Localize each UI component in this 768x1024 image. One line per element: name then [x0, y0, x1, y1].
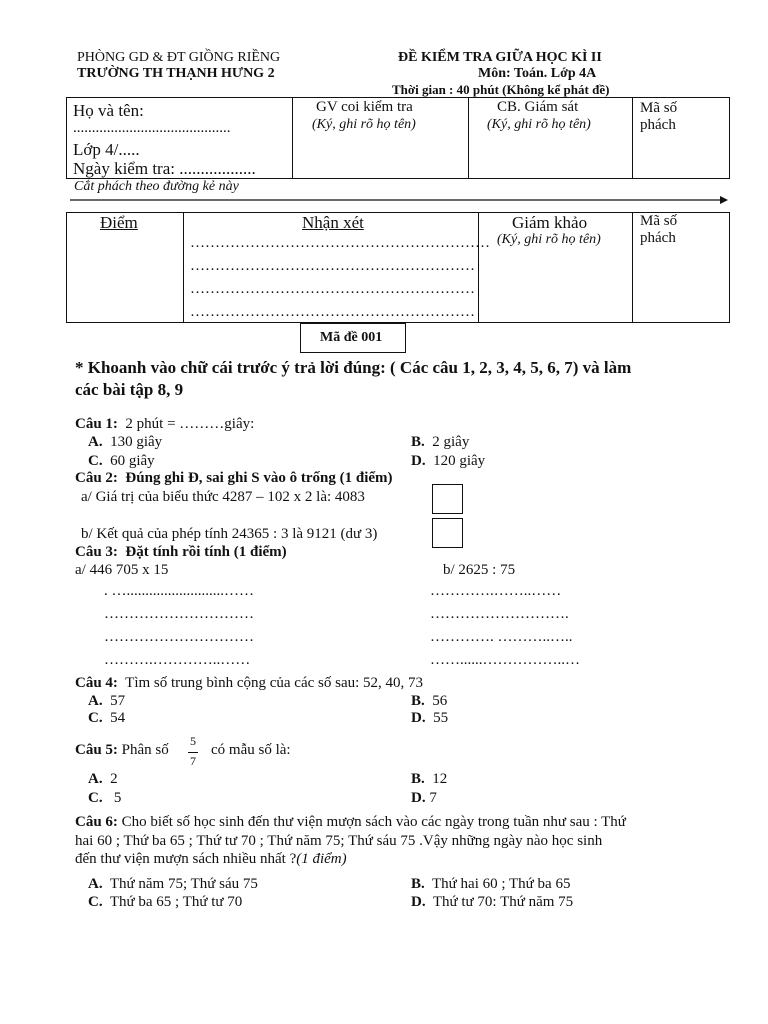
proctor-label: GV coi kiểm tra [316, 99, 413, 115]
question-4 [75, 675, 423, 692]
question-label: Câu 4: [75, 675, 118, 691]
student-name-field[interactable]: .......................................... [73, 120, 231, 136]
option-d[interactable]: D. 120 giây [411, 453, 486, 469]
work-line[interactable]: ………………………. [430, 606, 569, 622]
option-a[interactable]: A. 2 [88, 771, 118, 787]
examiner-note: (Ký, ghi rõ họ tên) [497, 232, 601, 247]
option-d[interactable]: D. Thứ tư 70: Thứ năm 75 [411, 894, 574, 910]
cut-line-arrow [70, 194, 730, 206]
question-text: Phân số [121, 742, 169, 758]
question-label: Câu 2: [75, 470, 118, 486]
question-label: Câu 5: [75, 742, 118, 758]
option-b[interactable]: B. 12 [411, 771, 448, 787]
option-a[interactable]: A. 57 [88, 693, 126, 709]
school-name: TRƯỜNG TH THẠNH HƯNG 2 [77, 66, 275, 81]
question-text: hai 60 ; Thứ ba 65 ; Thứ tư 70 ; Thứ năm 75; Thứ sáu 75 .Vậy những ngày nào học sinh [75, 833, 603, 849]
points-note: (1 điểm) [296, 851, 347, 867]
option-c[interactable]: C. 54 [88, 710, 126, 726]
option-a[interactable]: A. Thứ năm 75; Thứ sáu 75 [88, 876, 258, 892]
work-line[interactable]: ……......……………..… [430, 652, 580, 668]
code-label: phách [640, 230, 676, 246]
code-label: Mã số [640, 100, 678, 116]
option-b[interactable]: B. 56 [411, 693, 448, 709]
option-b[interactable]: B. Thứ hai 60 ; Thứ ba 65 [411, 876, 571, 892]
question-6 [75, 814, 626, 831]
code-label: Mã số [640, 213, 678, 229]
cut-line-note: Cắt phách theo đường kẻ này [74, 179, 239, 194]
exam-code: Mã đề 001 [320, 330, 383, 345]
option-d[interactable]: D. 7 [411, 790, 437, 806]
calc-a: a/ 446 705 x 15 [75, 562, 169, 578]
supervisor-label: CB. Giám sát [497, 99, 579, 115]
divider [632, 97, 633, 179]
divider [478, 212, 479, 323]
comment-label: Nhận xét [302, 213, 364, 232]
question-5 [75, 742, 169, 759]
exam-time: Thời gian : 40 phút (Không kể phát đề) [392, 82, 610, 97]
work-line[interactable]: . …..........................…… [104, 583, 254, 599]
department-name: PHÒNG GD & ĐT GIỒNG RIỀNG [77, 50, 281, 65]
fraction-bar [188, 752, 198, 753]
work-line[interactable]: …………. ………..….. [430, 629, 573, 645]
question-text: Đúng ghi Đ, sai ghi S vào ô trống (1 điểm) [125, 470, 393, 486]
proctor-note: (Ký, ghi rõ họ tên) [312, 117, 416, 132]
work-line[interactable]: ……….…………..…… [104, 652, 251, 668]
class-field[interactable]: Lớp 4/..... [73, 140, 140, 159]
question-text-line: đến thư viện mượn sách nhiều nhất ?(1 điểm) [75, 851, 347, 867]
examiner-label: Giám khảo [512, 213, 588, 232]
exam-title: ĐỀ KIỂM TRA GIỮA HỌC KÌ II [398, 50, 602, 65]
exam-date-field[interactable]: Ngày kiểm tra: .................. [73, 159, 256, 178]
question-3 [75, 544, 287, 561]
question-text: Đặt tính rồi tính (1 điểm) [125, 544, 287, 560]
work-line[interactable]: ………………………… [104, 606, 254, 622]
question-1 [75, 416, 254, 433]
supervisor-note: (Ký, ghi rõ họ tên) [487, 117, 591, 132]
divider [468, 97, 469, 179]
option-d[interactable]: D. 55 [411, 710, 449, 726]
question-text: có mẫu số là: [211, 742, 291, 758]
question-label: Câu 3: [75, 544, 118, 560]
question-2 [75, 470, 393, 487]
instruction-line: các bài tập 8, 9 [75, 380, 184, 399]
divider [292, 97, 293, 179]
option-b[interactable]: B. 2 giây [411, 434, 470, 450]
instruction-line: * Khoanh vào chữ cái trước ý trả lời đúng: ( Các câu 1, 2, 3, 4, 5, 6, 7) và làm [75, 358, 632, 377]
statement-a: a/ Giá trị của biểu thức 4287 – 102 x 2 là: 4083 [81, 489, 365, 505]
exam-subject: Môn: Toán. Lớp 4A [478, 66, 597, 81]
fraction-numerator: 5 [190, 734, 196, 748]
comment-line[interactable]: ………………………………………………… [190, 258, 475, 274]
work-line[interactable]: ………….……..…… [430, 583, 562, 599]
answer-box-a[interactable] [432, 484, 463, 514]
work-line[interactable]: ………………………… [104, 629, 254, 645]
option-c[interactable]: C. 5 [88, 790, 122, 806]
option-c[interactable]: C. 60 giây [88, 453, 155, 469]
question-text: Cho biết số học sinh đến thư viện mượn sách vào các ngày trong tuần như sau : Thứ [121, 814, 626, 830]
comment-line[interactable]: ………………………………………………… [190, 281, 475, 297]
question-label: Câu 6: [75, 814, 118, 830]
calc-b: b/ 2625 : 75 [443, 562, 516, 578]
comment-line[interactable]: ………………………………………………… [190, 304, 475, 320]
score-label: Điểm [100, 213, 138, 232]
statement-b: b/ Kết quả của phép tính 24365 : 3 là 9121 (dư 3) [81, 526, 378, 542]
question-label: Câu 1: [75, 416, 118, 432]
divider [183, 212, 184, 323]
option-a[interactable]: A. 130 giây [88, 434, 163, 450]
code-label: phách [640, 117, 676, 133]
student-name-label: Họ và tên: [73, 101, 144, 120]
option-c[interactable]: C. Thứ ba 65 ; Thứ tư 70 [88, 894, 243, 910]
question-text: 2 phút = ………giây: [125, 416, 255, 432]
question-text: Tìm số trung bình cộng của các số sau: 52, 40, 73 [125, 675, 424, 691]
comment-line[interactable]: …………………………………………………… [190, 235, 490, 251]
divider [632, 212, 633, 323]
answer-box-b[interactable] [432, 518, 463, 548]
fraction-denominator: 7 [190, 754, 196, 768]
